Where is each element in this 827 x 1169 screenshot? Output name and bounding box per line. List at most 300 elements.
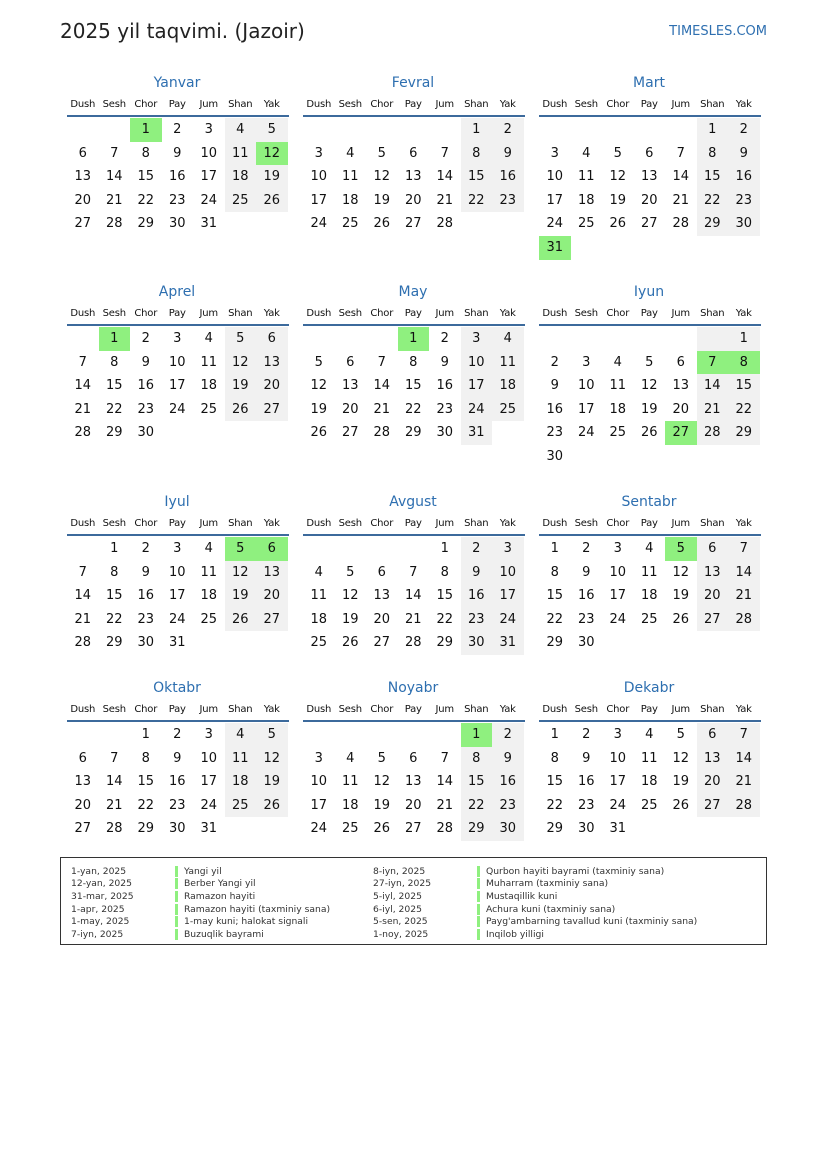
day-cell[interactable]: 31 [609, 821, 627, 837]
day-cell[interactable]: 26 [609, 216, 627, 232]
day-cell[interactable]: 3 [173, 541, 182, 556]
day-cell[interactable]: 20 [74, 192, 92, 208]
day-cell[interactable]: 6 [377, 564, 386, 580]
day-cell[interactable]: 14 [672, 169, 690, 185]
day-cell[interactable]: 19 [373, 192, 391, 208]
site-link[interactable]: TIMESLES.COM [669, 24, 767, 39]
day-cell[interactable]: 5 [665, 537, 697, 561]
day-cell[interactable]: 28 [436, 821, 454, 837]
day-cell[interactable]: 4 [582, 145, 591, 161]
day-cell[interactable]: 18 [640, 774, 658, 790]
day-cell[interactable]: 1 [99, 327, 131, 351]
day-cell[interactable]: 18 [225, 770, 257, 794]
day-cell[interactable]: 19 [640, 401, 658, 417]
day-cell[interactable]: 6 [409, 145, 418, 161]
day-cell[interactable]: 8 [697, 142, 729, 166]
day-cell[interactable]: 16 [492, 770, 524, 794]
day-cell[interactable]: 18 [341, 192, 359, 208]
day-cell[interactable]: 22 [137, 797, 155, 813]
day-cell[interactable]: 7 [440, 145, 449, 161]
day-cell[interactable]: 17 [310, 192, 328, 208]
day-cell[interactable]: 16 [461, 584, 493, 608]
day-cell[interactable]: 16 [728, 165, 760, 189]
day-cell[interactable]: 21 [404, 611, 422, 627]
day-cell[interactable]: 13 [640, 169, 658, 185]
day-cell[interactable]: 26 [373, 821, 391, 837]
day-cell[interactable]: 25 [492, 398, 524, 422]
day-cell[interactable]: 5 [676, 727, 685, 742]
day-cell[interactable]: 2 [550, 354, 559, 370]
day-cell[interactable]: 27 [74, 821, 92, 837]
day-cell[interactable]: 2 [461, 537, 493, 561]
day-cell[interactable]: 30 [461, 631, 493, 655]
day-cell[interactable]: 11 [640, 750, 658, 766]
day-cell[interactable]: 1 [461, 723, 493, 747]
day-cell[interactable]: 19 [672, 774, 690, 790]
day-cell[interactable]: 14 [404, 588, 422, 604]
day-cell[interactable]: 11 [200, 354, 218, 370]
day-cell[interactable]: 5 [346, 564, 355, 580]
day-cell[interactable]: 14 [105, 169, 123, 185]
day-cell[interactable]: 16 [436, 378, 454, 394]
day-cell[interactable]: 23 [137, 401, 155, 417]
day-cell[interactable]: 14 [728, 747, 760, 771]
day-cell[interactable]: 20 [341, 401, 359, 417]
day-cell[interactable]: 14 [105, 774, 123, 790]
day-cell[interactable]: 26 [225, 608, 257, 632]
day-cell[interactable]: 27 [404, 216, 422, 232]
day-cell[interactable]: 12 [640, 378, 658, 394]
day-cell[interactable]: 27 [697, 608, 729, 632]
day-cell[interactable]: 11 [640, 564, 658, 580]
day-cell[interactable]: 1 [141, 727, 150, 742]
day-cell[interactable]: 17 [492, 584, 524, 608]
day-cell[interactable]: 4 [225, 118, 257, 142]
day-cell[interactable]: 8 [550, 564, 559, 580]
day-cell[interactable]: 12 [609, 169, 627, 185]
day-cell[interactable]: 26 [256, 794, 288, 818]
day-cell[interactable]: 26 [225, 398, 257, 422]
day-cell[interactable]: 4 [225, 723, 257, 747]
day-cell[interactable]: 18 [640, 588, 658, 604]
day-cell[interactable]: 24 [200, 192, 218, 208]
day-cell[interactable]: 18 [225, 165, 257, 189]
day-cell[interactable]: 13 [256, 561, 288, 585]
day-cell[interactable]: 7 [409, 564, 418, 580]
day-cell[interactable]: 12 [373, 169, 391, 185]
day-cell[interactable]: 3 [582, 354, 591, 370]
day-cell[interactable]: 10 [577, 378, 595, 394]
day-cell[interactable]: 21 [728, 584, 760, 608]
day-cell[interactable]: 11 [341, 774, 359, 790]
day-cell[interactable]: 10 [492, 561, 524, 585]
day-cell[interactable]: 15 [105, 378, 123, 394]
day-cell[interactable]: 5 [377, 145, 386, 161]
day-cell[interactable]: 12 [225, 561, 257, 585]
day-cell[interactable]: 28 [672, 216, 690, 232]
day-cell[interactable]: 10 [310, 774, 328, 790]
day-cell[interactable]: 4 [346, 145, 355, 161]
day-cell[interactable]: 19 [256, 165, 288, 189]
day-cell[interactable]: 3 [314, 145, 323, 161]
day-cell[interactable]: 1 [398, 327, 430, 351]
day-cell[interactable]: 5 [225, 327, 257, 351]
day-cell[interactable]: 1 [461, 118, 493, 142]
day-cell[interactable]: 15 [404, 378, 422, 394]
day-cell[interactable]: 23 [577, 611, 595, 627]
day-cell[interactable]: 7 [78, 564, 87, 580]
day-cell[interactable]: 29 [105, 425, 123, 441]
day-cell[interactable]: 24 [168, 401, 186, 417]
day-cell[interactable]: 10 [609, 750, 627, 766]
day-cell[interactable]: 17 [609, 588, 627, 604]
day-cell[interactable]: 29 [436, 635, 454, 651]
day-cell[interactable]: 17 [168, 378, 186, 394]
day-cell[interactable]: 19 [225, 584, 257, 608]
day-cell[interactable]: 6 [676, 354, 685, 370]
day-cell[interactable]: 14 [373, 378, 391, 394]
day-cell[interactable]: 9 [550, 378, 559, 394]
day-cell[interactable]: 22 [404, 401, 422, 417]
day-cell[interactable]: 9 [582, 564, 591, 580]
day-cell[interactable]: 15 [697, 165, 729, 189]
day-cell[interactable]: 24 [546, 216, 564, 232]
day-cell[interactable]: 24 [200, 797, 218, 813]
day-cell[interactable]: 22 [728, 398, 760, 422]
day-cell[interactable]: 18 [577, 192, 595, 208]
day-cell[interactable]: 26 [310, 425, 328, 441]
day-cell[interactable]: 2 [440, 331, 449, 346]
day-cell[interactable]: 23 [137, 611, 155, 627]
day-cell[interactable]: 24 [609, 797, 627, 813]
day-cell[interactable]: 17 [310, 797, 328, 813]
day-cell[interactable]: 10 [200, 750, 218, 766]
day-cell[interactable]: 2 [173, 122, 182, 137]
day-cell[interactable]: 27 [74, 216, 92, 232]
day-cell[interactable]: 28 [404, 635, 422, 651]
day-cell[interactable]: 6 [78, 145, 87, 161]
day-cell[interactable]: 7 [78, 354, 87, 370]
day-cell[interactable]: 27 [256, 398, 288, 422]
day-cell[interactable]: 25 [609, 425, 627, 441]
day-cell[interactable]: 2 [173, 727, 182, 742]
day-cell[interactable]: 30 [546, 448, 564, 464]
day-cell[interactable]: 10 [168, 564, 186, 580]
day-cell[interactable]: 24 [577, 425, 595, 441]
day-cell[interactable]: 3 [613, 541, 622, 556]
day-cell[interactable]: 5 [645, 354, 654, 370]
day-cell[interactable]: 29 [728, 421, 760, 445]
day-cell[interactable]: 14 [436, 774, 454, 790]
day-cell[interactable]: 29 [137, 216, 155, 232]
day-cell[interactable]: 20 [256, 374, 288, 398]
day-cell[interactable]: 13 [404, 169, 422, 185]
day-cell[interactable]: 22 [697, 189, 729, 213]
day-cell[interactable]: 5 [377, 750, 386, 766]
day-cell[interactable]: 15 [461, 770, 493, 794]
day-cell[interactable]: 31 [200, 216, 218, 232]
day-cell[interactable]: 12 [310, 378, 328, 394]
day-cell[interactable]: 18 [310, 611, 328, 627]
day-cell[interactable]: 7 [728, 723, 760, 747]
day-cell[interactable]: 26 [256, 189, 288, 213]
day-cell[interactable]: 9 [492, 747, 524, 771]
day-cell[interactable]: 10 [200, 145, 218, 161]
day-cell[interactable]: 12 [225, 351, 257, 375]
day-cell[interactable]: 12 [256, 747, 288, 771]
day-cell[interactable]: 19 [672, 588, 690, 604]
day-cell[interactable]: 23 [492, 794, 524, 818]
day-cell[interactable]: 10 [546, 169, 564, 185]
day-cell[interactable]: 23 [461, 608, 493, 632]
day-cell[interactable]: 27 [341, 425, 359, 441]
day-cell[interactable]: 21 [436, 797, 454, 813]
day-cell[interactable]: 8 [461, 142, 493, 166]
day-cell[interactable]: 20 [672, 401, 690, 417]
day-cell[interactable]: 15 [137, 169, 155, 185]
day-cell[interactable]: 9 [440, 354, 449, 370]
day-cell[interactable]: 23 [168, 192, 186, 208]
day-cell[interactable]: 25 [200, 611, 218, 627]
day-cell[interactable]: 20 [404, 192, 422, 208]
day-cell[interactable]: 21 [105, 797, 123, 813]
day-cell[interactable]: 16 [577, 588, 595, 604]
day-cell[interactable]: 5 [225, 537, 257, 561]
day-cell[interactable]: 24 [168, 611, 186, 627]
day-cell[interactable]: 22 [105, 611, 123, 627]
day-cell[interactable]: 20 [373, 611, 391, 627]
day-cell[interactable]: 8 [728, 351, 760, 375]
day-cell[interactable]: 4 [613, 354, 622, 370]
day-cell[interactable]: 18 [492, 374, 524, 398]
day-cell[interactable]: 15 [137, 774, 155, 790]
day-cell[interactable]: 14 [728, 561, 760, 585]
day-cell[interactable]: 7 [676, 145, 685, 161]
day-cell[interactable]: 12 [672, 750, 690, 766]
day-cell[interactable]: 19 [373, 797, 391, 813]
day-cell[interactable]: 11 [492, 351, 524, 375]
day-cell[interactable]: 16 [492, 165, 524, 189]
day-cell[interactable]: 29 [137, 821, 155, 837]
day-cell[interactable]: 30 [436, 425, 454, 441]
day-cell[interactable]: 23 [577, 797, 595, 813]
day-cell[interactable]: 24 [461, 398, 493, 422]
day-cell[interactable]: 6 [409, 750, 418, 766]
day-cell[interactable]: 22 [461, 794, 493, 818]
day-cell[interactable]: 1 [697, 118, 729, 142]
day-cell[interactable]: 13 [672, 378, 690, 394]
day-cell[interactable]: 21 [373, 401, 391, 417]
day-cell[interactable]: 29 [697, 212, 729, 236]
day-cell[interactable]: 30 [168, 216, 186, 232]
day-cell[interactable]: 4 [492, 327, 524, 351]
day-cell[interactable]: 13 [256, 351, 288, 375]
day-cell[interactable]: 21 [74, 611, 92, 627]
day-cell[interactable]: 19 [225, 374, 257, 398]
day-cell[interactable]: 5 [256, 723, 288, 747]
day-cell[interactable]: 22 [105, 401, 123, 417]
day-cell[interactable]: 6 [645, 145, 654, 161]
day-cell[interactable]: 10 [461, 351, 493, 375]
day-cell[interactable]: 25 [200, 401, 218, 417]
day-cell[interactable]: 4 [645, 541, 654, 556]
day-cell[interactable]: 8 [461, 747, 493, 771]
day-cell[interactable]: 12 [672, 564, 690, 580]
day-cell[interactable]: 8 [110, 354, 119, 370]
day-cell[interactable]: 8 [141, 145, 150, 161]
day-cell[interactable]: 9 [141, 354, 150, 370]
day-cell[interactable]: 11 [225, 747, 257, 771]
day-cell[interactable]: 25 [577, 216, 595, 232]
day-cell[interactable]: 25 [341, 821, 359, 837]
day-cell[interactable]: 13 [404, 774, 422, 790]
day-cell[interactable]: 27 [404, 821, 422, 837]
day-cell[interactable]: 16 [168, 169, 186, 185]
day-cell[interactable]: 29 [546, 821, 564, 837]
day-cell[interactable]: 27 [697, 794, 729, 818]
day-cell[interactable]: 20 [404, 797, 422, 813]
day-cell[interactable]: 22 [461, 189, 493, 213]
day-cell[interactable]: 5 [256, 118, 288, 142]
day-cell[interactable]: 9 [492, 142, 524, 166]
day-cell[interactable]: 3 [173, 331, 182, 346]
day-cell[interactable]: 19 [256, 770, 288, 794]
day-cell[interactable]: 12 [373, 774, 391, 790]
day-cell[interactable]: 1 [130, 118, 162, 142]
day-cell[interactable]: 21 [74, 401, 92, 417]
day-cell[interactable]: 27 [256, 608, 288, 632]
day-cell[interactable]: 26 [373, 216, 391, 232]
day-cell[interactable]: 3 [204, 727, 213, 742]
day-cell[interactable]: 19 [341, 611, 359, 627]
day-cell[interactable]: 24 [492, 608, 524, 632]
day-cell[interactable]: 11 [225, 142, 257, 166]
day-cell[interactable]: 8 [409, 354, 418, 370]
day-cell[interactable]: 4 [314, 564, 323, 580]
day-cell[interactable]: 3 [204, 122, 213, 137]
day-cell[interactable]: 2 [141, 541, 150, 556]
day-cell[interactable]: 7 [440, 750, 449, 766]
day-cell[interactable]: 25 [225, 189, 257, 213]
day-cell[interactable]: 21 [105, 192, 123, 208]
day-cell[interactable]: 6 [256, 537, 288, 561]
day-cell[interactable]: 26 [672, 797, 690, 813]
day-cell[interactable]: 20 [697, 584, 729, 608]
day-cell[interactable]: 27 [640, 216, 658, 232]
day-cell[interactable]: 19 [310, 401, 328, 417]
day-cell[interactable]: 29 [461, 817, 493, 841]
day-cell[interactable]: 4 [346, 750, 355, 766]
day-cell[interactable]: 28 [105, 821, 123, 837]
day-cell[interactable]: 2 [728, 118, 760, 142]
day-cell[interactable]: 8 [550, 750, 559, 766]
day-cell[interactable]: 8 [141, 750, 150, 766]
day-cell[interactable]: 6 [346, 354, 355, 370]
day-cell[interactable]: 6 [697, 537, 729, 561]
day-cell[interactable]: 2 [582, 541, 591, 556]
day-cell[interactable]: 24 [310, 821, 328, 837]
day-cell[interactable]: 1 [550, 541, 559, 556]
day-cell[interactable]: 8 [440, 564, 449, 580]
day-cell[interactable]: 25 [640, 797, 658, 813]
day-cell[interactable]: 1 [550, 727, 559, 742]
day-cell[interactable]: 17 [200, 169, 218, 185]
day-cell[interactable]: 28 [697, 421, 729, 445]
day-cell[interactable]: 16 [546, 401, 564, 417]
day-cell[interactable]: 16 [137, 378, 155, 394]
day-cell[interactable]: 28 [105, 216, 123, 232]
day-cell[interactable]: 10 [609, 564, 627, 580]
day-cell[interactable]: 30 [577, 635, 595, 651]
day-cell[interactable]: 2 [141, 331, 150, 346]
day-cell[interactable]: 19 [609, 192, 627, 208]
day-cell[interactable]: 17 [577, 401, 595, 417]
day-cell[interactable]: 13 [697, 561, 729, 585]
day-cell[interactable]: 23 [728, 189, 760, 213]
day-cell[interactable]: 28 [728, 794, 760, 818]
day-cell[interactable]: 10 [168, 354, 186, 370]
day-cell[interactable]: 1 [110, 541, 119, 556]
day-cell[interactable]: 22 [546, 611, 564, 627]
day-cell[interactable]: 30 [492, 817, 524, 841]
day-cell[interactable]: 28 [74, 425, 92, 441]
day-cell[interactable]: 20 [74, 797, 92, 813]
day-cell[interactable]: 13 [373, 588, 391, 604]
day-cell[interactable]: 17 [609, 774, 627, 790]
day-cell[interactable]: 9 [173, 145, 182, 161]
day-cell[interactable]: 3 [550, 145, 559, 161]
day-cell[interactable]: 9 [141, 564, 150, 580]
day-cell[interactable]: 16 [577, 774, 595, 790]
day-cell[interactable]: 13 [697, 747, 729, 771]
day-cell[interactable]: 11 [200, 564, 218, 580]
day-cell[interactable]: 27 [665, 421, 697, 445]
day-cell[interactable]: 28 [74, 635, 92, 651]
day-cell[interactable]: 23 [436, 401, 454, 417]
day-cell[interactable]: 16 [168, 774, 186, 790]
day-cell[interactable]: 2 [492, 723, 524, 747]
day-cell[interactable]: 28 [436, 216, 454, 232]
day-cell[interactable]: 30 [577, 821, 595, 837]
day-cell[interactable]: 13 [341, 378, 359, 394]
day-cell[interactable]: 22 [137, 192, 155, 208]
day-cell[interactable]: 25 [341, 216, 359, 232]
day-cell[interactable]: 9 [728, 142, 760, 166]
day-cell[interactable]: 25 [310, 635, 328, 651]
day-cell[interactable]: 15 [728, 374, 760, 398]
day-cell[interactable]: 7 [728, 537, 760, 561]
day-cell[interactable]: 4 [645, 727, 654, 742]
day-cell[interactable]: 3 [461, 327, 493, 351]
day-cell[interactable]: 25 [640, 611, 658, 627]
day-cell[interactable]: 12 [341, 588, 359, 604]
day-cell[interactable]: 9 [582, 750, 591, 766]
day-cell[interactable]: 10 [310, 169, 328, 185]
day-cell[interactable]: 31 [168, 635, 186, 651]
day-cell[interactable]: 6 [697, 723, 729, 747]
day-cell[interactable]: 2 [582, 727, 591, 742]
day-cell[interactable]: 7 [377, 354, 386, 370]
day-cell[interactable]: 18 [341, 797, 359, 813]
day-cell[interactable]: 14 [697, 374, 729, 398]
day-cell[interactable]: 22 [436, 611, 454, 627]
day-cell[interactable]: 17 [200, 774, 218, 790]
day-cell[interactable]: 1 [440, 541, 449, 556]
day-cell[interactable]: 31 [200, 821, 218, 837]
day-cell[interactable]: 7 [110, 750, 119, 766]
day-cell[interactable]: 14 [74, 588, 92, 604]
day-cell[interactable]: 5 [314, 354, 323, 370]
